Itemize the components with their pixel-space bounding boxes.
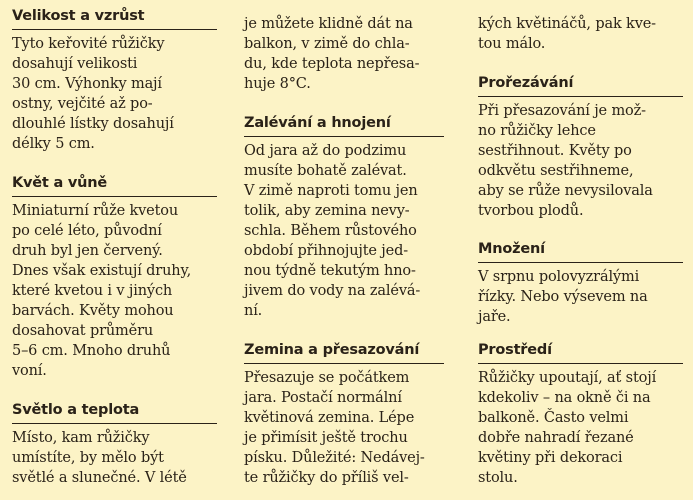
text-line: musíte bohatě zalévat. [244, 163, 407, 179]
text-line: tou málo. [478, 36, 546, 52]
text-line: délky 5 cm. [12, 136, 95, 152]
heading-rule [478, 96, 683, 97]
text-line: období přihnojujte jed- [244, 243, 408, 259]
text-line: nou týdně tekutým hno- [244, 263, 416, 279]
text-line: Miniaturní růže kvetou [12, 203, 179, 219]
text-line: Místo, kam růžičky [12, 430, 150, 446]
section-heading-zemina: Zemina a přesazování [244, 342, 420, 358]
text-line: tolik, aby zemina nevy- [244, 203, 410, 219]
text-line: kdekoliv – na okně či na [478, 390, 651, 406]
text-line: jaře. [478, 309, 511, 325]
text-line: balkoně. Často velmi [478, 410, 629, 426]
text-line: balkon, v zimě do chla- [244, 36, 410, 52]
text-line: Od jara až do podzimu [244, 143, 407, 159]
text-line: květinová zemina. Lépe [244, 410, 415, 426]
text-line: aby se růže nevysilovala [478, 183, 653, 199]
text-line: druh byl jen červený. [12, 243, 163, 259]
text-line: no růžičky lehce [478, 123, 596, 139]
text-line: 5–6 cm. Mnoho druhů [12, 343, 171, 359]
text-line: kých květináčů, pak kve- [478, 16, 656, 32]
text-line: V srpnu polovyzrálými [478, 269, 640, 285]
text-line: voní. [12, 363, 47, 379]
text-line: schla. Během růstového [244, 223, 417, 239]
text-line: dobře nahradí řezané [478, 430, 634, 446]
section-heading-svetlo: Světlo a teplota [12, 402, 140, 418]
text-line: dosahovat průměru [12, 323, 154, 339]
section-heading-velikost: Velikost a vzrůst [12, 8, 145, 24]
text-line: Přesazuje se počátkem [244, 370, 410, 386]
text-line: řízky. Nebo výsevem na [478, 289, 648, 305]
heading-rule [478, 363, 683, 364]
text-line: tvorbou plodů. [478, 203, 584, 219]
text-line: huje 8°C. [244, 76, 311, 92]
text-line: písku. Důležité: Nedávej- [244, 450, 425, 466]
text-line: po celé léto, původní [12, 223, 162, 239]
section-heading-kvet: Květ a vůně [12, 175, 108, 191]
text-line: odkvětu sestřihneme, [478, 163, 634, 179]
text-line: jivem do vody na zalévá- [244, 283, 421, 299]
text-line: Dnes však existují druhy, [12, 263, 192, 279]
text-line: umístíte, by mělo být [12, 450, 164, 466]
text-line: květiny při dekoraci [478, 450, 623, 466]
text-line: du, kde teplota nepřesa- [244, 56, 420, 72]
section-heading-prorezavani: Prořezávání [478, 75, 574, 91]
text-line: je můžete klidně dát na [244, 16, 413, 32]
section-heading-mnozeni: Množení [478, 241, 545, 257]
text-line: dlouhlé lístky dosahují [12, 116, 174, 132]
text-line: ostny, vejčité až po- [12, 96, 153, 112]
section-heading-prostredi: Prostředí [478, 342, 552, 358]
text-line: Při přesazování je mož- [478, 103, 646, 119]
text-line: Růžičky upoutají, ať stojí [478, 370, 657, 386]
heading-rule [478, 262, 683, 263]
text-line: 30 cm. Výhonky mají [12, 76, 162, 92]
text-line: světlé a slunečné. V létě [12, 470, 187, 486]
text-line: te růžičky do příliš vel- [244, 470, 409, 486]
text-line: sestřihnout. Květy po [478, 143, 632, 159]
heading-rule [244, 363, 444, 364]
heading-rule [12, 196, 217, 197]
text-line: jara. Postačí normální [244, 390, 402, 406]
text-line: ní. [244, 303, 263, 319]
text-line: V zimě naproti tomu jen [244, 183, 418, 199]
text-line: které kvetou i v jiných [12, 283, 173, 299]
text-line: dosahují velikosti [12, 56, 138, 72]
text-line: Tyto keřovité růžičky [12, 36, 165, 52]
section-heading-zalevani: Zalévání a hnojení [244, 115, 391, 131]
heading-rule [244, 136, 444, 137]
text-line: barvách. Květy mohou [12, 303, 174, 319]
text-line: stolu. [478, 470, 518, 486]
heading-rule [12, 29, 217, 30]
text-line: je přimísit ještě trochu [244, 430, 408, 446]
heading-rule [12, 423, 217, 424]
